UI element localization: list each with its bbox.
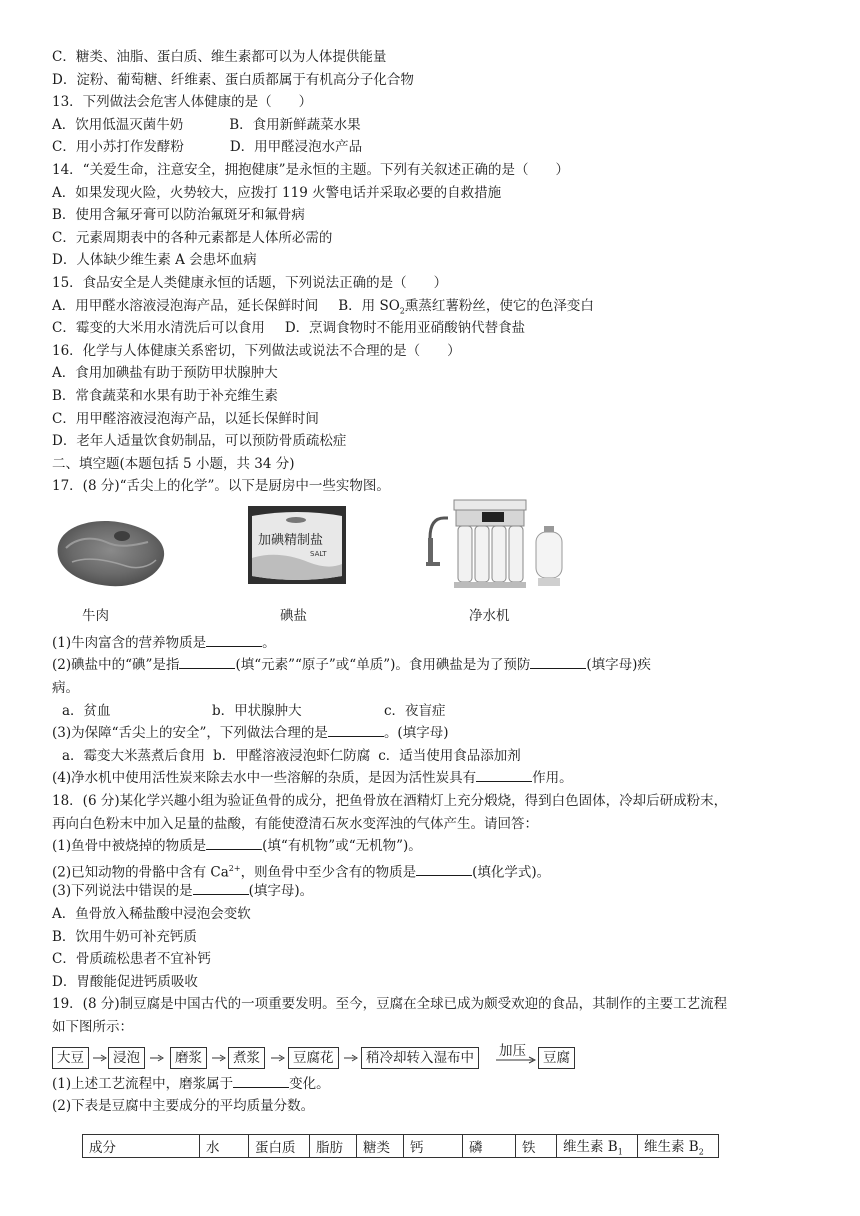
salt-bag-en-text: SALT <box>310 549 327 558</box>
q18-part-3-text-b: (填字母)。 <box>248 883 314 900</box>
q16-option-c: C．用甲醛溶液浸泡海产品，以延长保鲜时间 <box>52 410 319 427</box>
table-header-cell <box>557 1135 638 1158</box>
flow-step-cool-wrap: 稍冷却转入湿布中 <box>361 1047 479 1069</box>
q17-part-3-text-b: 。(填字母) <box>383 725 449 742</box>
q18-part-2 <box>52 858 812 881</box>
table-header-cell: 蛋白质 <box>249 1135 310 1158</box>
arrow-icon <box>271 1052 285 1064</box>
q17-option-c: c．夜盲症 <box>384 702 446 719</box>
q19-stem-line-1: 19．(8 分)制豆腐是中国古代的一项重要发明。至今，豆腐在全球已成为颇受欢迎的食品，其制作的主要工艺流程 <box>52 996 728 1013</box>
q18-part-2-text-a: (2)已知动物的骨骼中含有 Ca <box>52 864 229 881</box>
q17-part-2 <box>52 654 812 677</box>
beef-image <box>52 512 170 592</box>
q17-option-b: b．甲状腺肿大 <box>212 702 302 719</box>
tofu-composition-table <box>82 1134 719 1158</box>
tofu-process-flow <box>52 1043 812 1073</box>
q14-option-a: A．如果发现火险，火势较大，应拨打 119 火警电话并采取必要的自救措施 <box>52 184 502 201</box>
q16-option-d: D．老年人适量饮食奶制品，可以预防骨质疏松症 <box>52 433 347 450</box>
table-header-cell: 糖类 <box>357 1135 404 1158</box>
q18-part-3 <box>52 880 812 903</box>
q17-part-3-text-a: (3)为保障“舌尖上的安全”，下列做法合理的是 <box>52 725 328 742</box>
table-row <box>83 1135 719 1158</box>
answer-blank[interactable] <box>233 1073 289 1088</box>
answer-blank[interactable] <box>206 835 262 850</box>
q13-option-b: B．食用新鲜蔬菜水果 <box>229 116 361 133</box>
q18-stem-line-1: 18．(6 分)某化学兴趣小组为验证鱼骨的成分，把鱼骨放在酒精灯上充分煅烧，得到白色固体，冷却后研成粉末， <box>52 793 728 810</box>
caption-iodized-salt: 碘盐 <box>280 607 307 624</box>
q19-part-1-text-b: 变化。 <box>289 1075 330 1092</box>
caption-beef: 牛肉 <box>82 607 109 624</box>
answer-blank[interactable] <box>206 632 262 647</box>
q18-part-2-text-b: ，则鱼骨中至少含有的物质是 <box>240 864 417 881</box>
answer-blank[interactable] <box>328 722 384 737</box>
q13-option-a: A．饮用低温灭菌牛奶 <box>52 116 184 133</box>
answer-blank[interactable] <box>416 861 472 876</box>
q12-option-c: C．糖类、油脂、蛋白质、维生素都可以为人体提供能量 <box>52 49 387 65</box>
q18-part-1 <box>52 835 812 858</box>
q17-part-1 <box>52 632 812 655</box>
exam-page <box>52 46 812 1118</box>
q14-option-c: C．元素周期表中的各种元素都是人体所必需的 <box>52 229 333 246</box>
vitamin-b2-label: 维生素 B <box>644 1139 699 1155</box>
q18-option-d: D．胃酸能促进钙质吸收 <box>52 973 198 990</box>
salt-bag-graphic <box>248 506 346 584</box>
q17-part-4-text-a: (4)净水机中使用活性炭来除去水中一些溶解的杂质，是因为活性炭具有 <box>52 770 477 787</box>
q13-stem: 13．下列做法会危害人体健康的是（ ） <box>52 94 313 111</box>
q14-option-b: B．使用含氟牙膏可以防治氟斑牙和氟骨病 <box>52 207 305 224</box>
table-header-cell: 水 <box>200 1135 249 1158</box>
q16-option-a: A．食用加碘盐有助于预防甲状腺肿大 <box>52 365 278 382</box>
vitamin-b1-sub: 1 <box>617 1147 623 1157</box>
q15-option-a: A．用甲醛水溶液浸泡海产品，延长保鲜时间 <box>52 297 319 314</box>
q17-stem: 17．(8 分)“舌尖上的化学”。以下是厨房中一些实物图。 <box>52 478 390 495</box>
q15-options-ab <box>52 295 812 318</box>
table-header-cell: 磷 <box>463 1135 516 1158</box>
caption-water-purifier: 净水机 <box>469 607 510 624</box>
q15-option-b-sub: 2 <box>399 306 405 316</box>
arrow-icon <box>93 1052 107 1064</box>
q17-part-1-text: (1)牛肉富含的营养物质是 <box>52 634 207 651</box>
q18-part-1-text-a: (1)鱼骨中被烧掉的物质是 <box>52 838 207 855</box>
q15-options-cd <box>52 317 812 340</box>
q17-part-4-text-b: 作用。 <box>532 770 573 787</box>
q17-part3-option-b: b．甲醛溶液浸泡虾仁防腐 <box>213 747 371 764</box>
table-header-cell: 钙 <box>404 1135 463 1158</box>
q18-stem-line-2: 再向白色粉末中加入足量的盐酸，有能使澄清石灰水变浑浊的气体产生。请回答： <box>52 815 538 832</box>
q18-part-2-text-c: (填化学式)。 <box>472 864 551 881</box>
q15-option-b-post: 熏蒸红薯粉丝，使它的色泽变白 <box>404 297 594 314</box>
flow-step-soak: 浸泡 <box>108 1047 145 1069</box>
q18-part-1-text-b: (填“有机物”或“无机物”)。 <box>262 838 422 855</box>
q18-part-3-text-a: (3)下列说法中错误的是 <box>52 883 193 900</box>
flow-press-label: 加压 <box>499 1042 526 1059</box>
q15-option-d: D．烹调食物时不能用亚硝酸钠代替食盐 <box>284 320 526 337</box>
flow-step-grind: 磨浆 <box>170 1047 207 1069</box>
q17-part3-option-a: a．霉变大米蒸煮后食用 <box>62 747 206 764</box>
q17-part-2-continued: 病。 <box>52 680 79 697</box>
answer-blank[interactable] <box>530 654 586 669</box>
q15-option-c: C．霉变的大米用水清洗后可以食用 <box>52 320 265 337</box>
q16-option-b: B．常食蔬菜和水果有助于补充维生素 <box>52 387 278 404</box>
q17-part-3 <box>52 722 812 745</box>
q15-option-b-pre: B．用 SO <box>338 297 400 314</box>
arrow-icon <box>496 1055 536 1065</box>
water-purifier-image <box>426 498 566 594</box>
section-2-heading: 二、填空题(本题包括 5 小题，共 34 分) <box>52 455 295 472</box>
q12-option-d: D．淀粉、葡萄糖、纤维素、蛋白质都属于有机高分子化合物 <box>52 71 414 88</box>
q15-stem: 15．食品安全是人类健康永恒的话题，下列说法正确的是（ ） <box>52 274 448 291</box>
q18-option-a: A．鱼骨放入稀盐酸中浸泡会变软 <box>52 906 251 922</box>
vitamin-b1-label: 维生素 B <box>563 1139 618 1155</box>
answer-blank[interactable] <box>476 767 532 782</box>
q13-options-cd <box>52 136 812 159</box>
flow-step-boil: 煮浆 <box>228 1047 265 1069</box>
q17-part-2-options <box>52 700 812 723</box>
answer-blank[interactable] <box>193 880 249 895</box>
flow-step-tofu: 豆腐 <box>538 1047 575 1069</box>
iodized-salt-image <box>248 506 346 584</box>
table-header-cell: 成分 <box>83 1135 200 1158</box>
q17-part-2-text-a: (2)碘盐中的“碘”是指 <box>52 657 180 674</box>
q19-part-1 <box>52 1073 812 1096</box>
calcium-ion-charge: 2+ <box>228 863 241 873</box>
arrow-icon <box>344 1052 358 1064</box>
q17-part-1-end: 。 <box>262 634 276 651</box>
q17-option-a: a．贫血 <box>62 702 111 719</box>
flow-step-tofu-curd: 豆腐花 <box>288 1047 339 1069</box>
q16-stem: 16．化学与人体健康关系密切，下列做法或说法不合理的是（ ） <box>52 342 461 359</box>
answer-blank[interactable] <box>179 654 235 669</box>
arrow-icon <box>150 1052 164 1064</box>
vitamin-b2-sub: 2 <box>698 1147 704 1157</box>
q17-part3-option-c: c．适当使用食品添加剂 <box>378 747 521 764</box>
q14-stem: 14．“关爱生命，注意安全，拥抱健康”是永恒的主题。下列有关叙述正确的是（ ） <box>52 161 569 178</box>
q18-option-c: C．骨质疏松患者不宜补钙 <box>52 951 211 968</box>
q17-part-2-text-c: (填字母)疾 <box>586 657 651 674</box>
q14-option-d: D．人体缺少维生素 A 会患坏血病 <box>52 252 257 269</box>
q13-option-c: C．用小苏打作发酵粉 <box>52 139 184 156</box>
table-header-cell <box>638 1135 719 1158</box>
q19-stem-line-2: 如下图所示： <box>52 1018 133 1035</box>
q17-part-4 <box>52 767 812 790</box>
table-header-cell: 铁 <box>516 1135 557 1158</box>
q17-part-3-options <box>52 745 812 768</box>
salt-bag-text: 加碘精制盐 <box>258 532 324 548</box>
q19-part-1-text-a: (1)上述工艺流程中，磨浆属于 <box>52 1075 234 1092</box>
arrow-icon <box>212 1052 226 1064</box>
q13-option-d: D．用甲醛浸泡水产品 <box>229 139 363 156</box>
q17-part-2-text-b: (填“元素”“原子”或“单质”)。食用碘盐是为了预防 <box>235 657 531 674</box>
table-header-cell: 脂肪 <box>310 1135 357 1158</box>
q19-part-2: (2)下表是豆腐中主要成分的平均质量分数。 <box>52 1098 315 1115</box>
flow-step-soybean: 大豆 <box>52 1047 89 1069</box>
q13-options-ab <box>52 114 812 137</box>
q18-option-b: B．饮用牛奶可补充钙质 <box>52 928 197 945</box>
kitchen-images-row <box>52 498 812 632</box>
